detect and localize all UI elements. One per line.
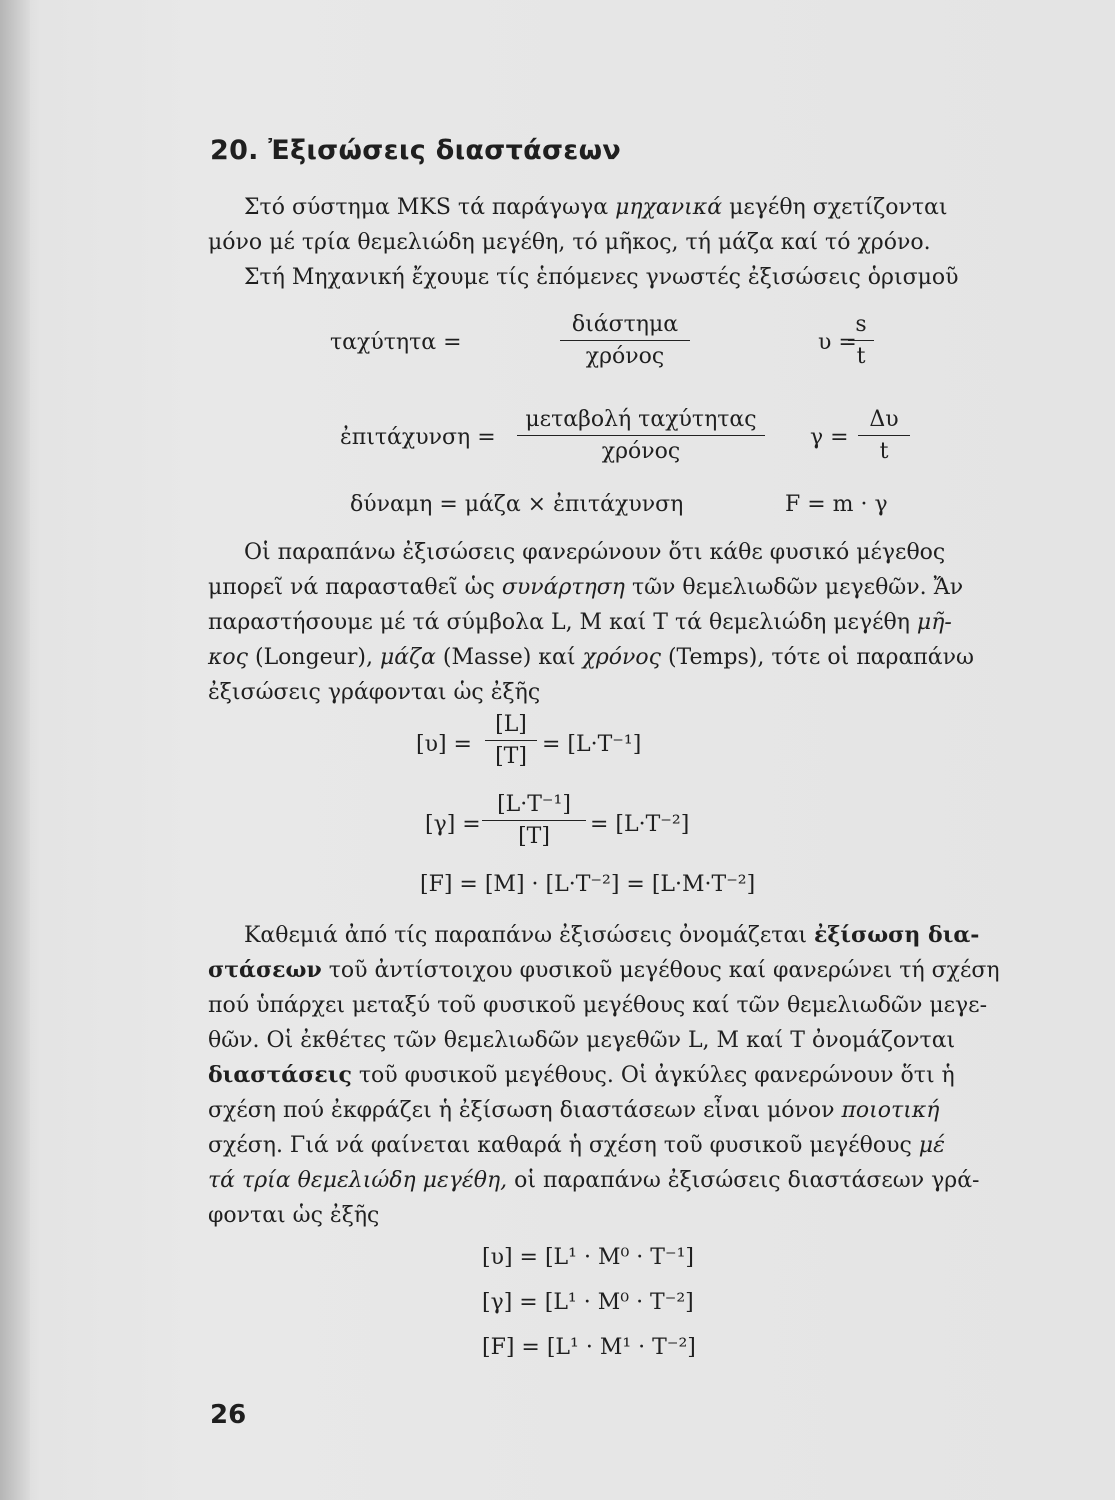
text-line: Καθεμιά ἀπό τίς παραπάνω ἐξισώσεις ὀνομάζεται ἐξίσωση δια- bbox=[244, 922, 980, 948]
text-line: μπορεῖ νά παρασταθεῖ ὡς συνάρτηση τῶν θεμελιωδῶν μεγεθῶν. Ἄν bbox=[208, 575, 964, 600]
acceleration-definition-fraction: μεταβολή ταχύτητας χρόνος bbox=[517, 407, 765, 464]
text-line: σχέση πού ἐκφράζει ἡ ἐξίσωση διαστάσεων εἶναι μόνον ποιοτική bbox=[208, 1098, 940, 1123]
text-line: τά τρία θεμελιώδη μεγέθη, οἱ παραπάνω ἐξισώσεις διαστάσεων γρά- bbox=[208, 1168, 980, 1193]
text-line: στάσεων τοῦ ἀντίστοιχου φυσικοῦ μεγέθους καί φανερώνει τή σχέση bbox=[208, 957, 1000, 983]
velocity-symbol-fraction: $\frac{s}{t}$ bbox=[848, 312, 874, 369]
text-line: σχέση. Γιά νά φαίνεται καθαρά ἡ σχέση τοῦ φυσικοῦ μεγέθους μέ bbox=[208, 1133, 945, 1158]
acceleration-dimension-fraction: $\frac{\text{[L·T⁻¹]}}{[T]}$ bbox=[482, 792, 586, 849]
text-line: Οἱ παραπάνω ἐξισώσεις φανερώνουν ὅτι κάθε φυσικό μέγεθος bbox=[244, 540, 946, 565]
text-line: μόνο μέ τρία θεμελιώδη μεγέθη, τό μῆκος, τή μάζα καί τό χρόνο. bbox=[208, 230, 931, 255]
book-spine-shadow bbox=[0, 0, 30, 1500]
force-dimension-equation: [F] = [M] · [L·T⁻²] = [L·M·T⁻²] bbox=[420, 872, 756, 897]
velocity-dimension-lhs: [υ] = bbox=[416, 732, 472, 757]
text-line: φονται ὡς ἐξῆς bbox=[208, 1203, 380, 1228]
force-definition: δύναμη = μάζα × ἐπιτάχυνση bbox=[350, 492, 684, 517]
velocity-dimension-rhs: = [L·T⁻¹] bbox=[542, 732, 642, 757]
text-line: πού ὑπάρχει μεταξύ τοῦ φυσικοῦ μεγέθους καί τῶν θεμελιωδῶν μεγε- bbox=[208, 993, 988, 1018]
acceleration-symbol-lhs: γ = bbox=[810, 425, 849, 450]
text-line: παραστήσουμε μέ τά σύμβολα L, M καί T τά θεμελιώδη μεγέθη μῆ- bbox=[208, 610, 952, 635]
velocity-symbol-lhs: υ = bbox=[818, 330, 857, 355]
velocity-dimension-exponents: [υ] = [L¹ · M⁰ · T⁻¹] bbox=[482, 1245, 694, 1270]
acceleration-definition-lhs: ἐπιτάχυνση = bbox=[340, 425, 496, 450]
velocity-dimension-fraction: $\frac{[L]}{[T]}$ bbox=[485, 712, 537, 769]
force-symbol-equation: F = m · γ bbox=[785, 492, 888, 517]
velocity-definition-fraction: διάστημα χρόνος bbox=[560, 312, 690, 369]
acceleration-dimension-rhs: = [L·T⁻²] bbox=[590, 812, 690, 837]
text-line: θῶν. Οἱ ἐκθέτες τῶν θεμελιωδῶν μεγεθῶν L, M καί T ὀνομάζονται bbox=[208, 1028, 956, 1053]
text-line: Στό σύστημα MKS τά παράγωγα μηχανικά μεγέθη σχετίζονται bbox=[244, 195, 948, 220]
dimensions-paragraph bbox=[208, 918, 1036, 1233]
text-line: διαστάσεις τοῦ φυσικοῦ μεγέθους. Οἱ ἀγκύλες φανερώνουν ὅτι ἡ bbox=[208, 1062, 955, 1088]
velocity-definition-lhs: ταχύτητα = bbox=[330, 330, 462, 355]
force-dimension-exponents: [F] = [L¹ · M¹ · T⁻²] bbox=[482, 1335, 696, 1360]
acceleration-dimension-lhs: [γ] = bbox=[425, 812, 481, 837]
intro-paragraph bbox=[208, 190, 1036, 295]
acceleration-symbol-fraction: $\frac{\Delta\upsilon}{t}$ bbox=[858, 407, 910, 464]
page-number: 26 bbox=[210, 1400, 247, 1430]
text-line: Στή Μηχανική ἔχουμε τίς ἑπόμενες γνωστές ἐξισώσεις ὁρισμοῦ bbox=[244, 265, 959, 290]
text-line: ἐξισώσεις γράφονται ὡς ἐξῆς bbox=[208, 680, 541, 705]
functions-paragraph bbox=[208, 535, 1036, 710]
text-line: κος (Longeur), μάζα (Masse) καί χρόνος (Temps), τότε οἱ παραπάνω bbox=[208, 645, 974, 670]
acceleration-dimension-exponents: [γ] = [L¹ · M⁰ · T⁻²] bbox=[482, 1290, 694, 1315]
section-heading: 20. Ἐξισώσεις διαστάσεων bbox=[210, 135, 622, 166]
